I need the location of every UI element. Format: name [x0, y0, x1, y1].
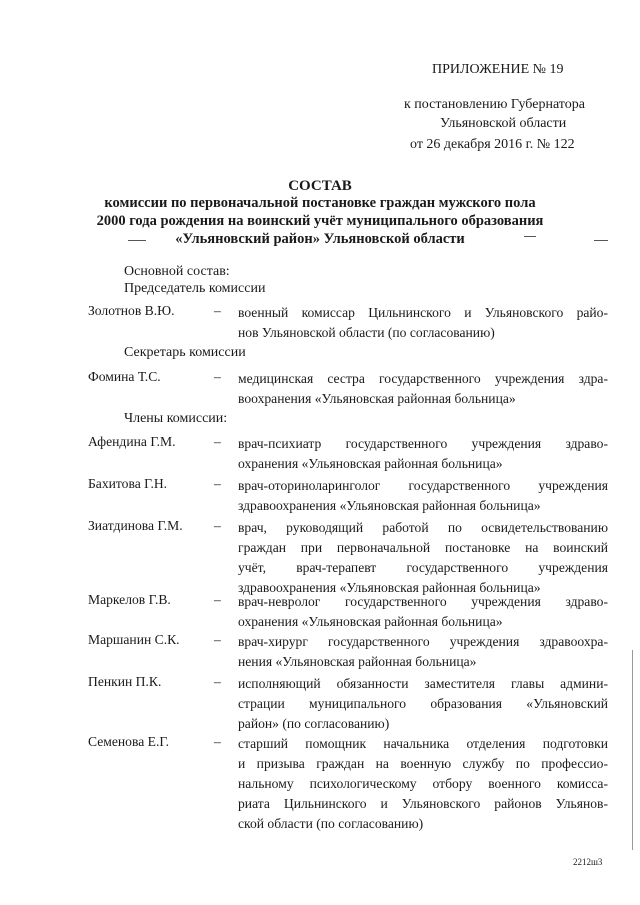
role-line: старший помощник начальника отделения подготовки [238, 736, 608, 751]
scan-edge [632, 650, 633, 850]
dash: – [214, 518, 221, 533]
section-members: Члены комиссии: [124, 411, 228, 426]
dash: – [214, 592, 221, 607]
title-line-1: комиссии по первоначальной постановке граждан мужского пола [104, 195, 536, 211]
role-line: здравоохранения «Ульяновская районная больница» [238, 498, 541, 513]
role-line: охранения «Ульяновская районная больница» [238, 456, 503, 471]
header-line-region: Ульяновской области [440, 116, 567, 131]
member-name: Золотнов В.Ю. [88, 303, 175, 318]
appendix-number: ПРИЛОЖЕНИЕ № 19 [432, 62, 564, 77]
role-line: и призыва граждан на военную службу по профессио- [238, 756, 608, 771]
role-line: военный комиссар Цильнинского и Ульяновского райо- [238, 305, 608, 320]
member-role [238, 518, 608, 598]
role-line: врач-невролог государственного учреждения здраво- [238, 594, 608, 609]
member-role [238, 434, 608, 474]
member-name: Фомина Т.С. [88, 369, 161, 384]
member-role [238, 632, 608, 672]
role-line: нальному психологическому отбору военного комисса- [238, 776, 608, 791]
role-line: нения «Ульяновская районная больница» [238, 654, 477, 669]
dash: – [214, 734, 221, 749]
section-main-composition: Основной состав: [124, 264, 230, 279]
dash: – [214, 303, 221, 318]
title-line-3: «Ульяновский район» Ульяновской области [175, 231, 465, 247]
member-role [238, 303, 608, 343]
role-line: исполняющий обязанности заместителя главы админи- [238, 676, 608, 691]
member-name: Зиатдинова Г.М. [88, 518, 183, 533]
member-role [238, 476, 608, 516]
member-name: Бахитова Г.Н. [88, 476, 168, 491]
section-secretary: Секретарь комиссии [124, 345, 246, 360]
role-line: нов Ульяновской области (по согласованию) [238, 325, 495, 340]
role-line: охранения «Ульяновская районная больница» [238, 614, 503, 629]
role-line: врач-хирург государственного учреждения здравоохра- [238, 634, 608, 649]
role-line: страции муниципального образования «Ульяновский [238, 696, 608, 711]
role-line: учёт, врач-терапевт государственного учреждения [238, 560, 608, 575]
document-code: 2212ш3 [573, 857, 603, 867]
member-role [238, 734, 608, 834]
role-line: граждан при первоначальной постановке на воинский [238, 540, 608, 555]
section-chair: Председатель комиссии [124, 281, 266, 296]
document-title: СОСТАВ [288, 178, 352, 194]
member-role [238, 674, 608, 734]
scan-mark [128, 240, 146, 241]
member-role [238, 369, 608, 409]
role-line: ской области (по согласованию) [238, 816, 424, 831]
member-name: Маркелов Г.В. [88, 592, 171, 607]
dash: – [214, 434, 221, 449]
title-line-2: 2000 года рождения на воинский учёт муниципального образования [96, 213, 544, 229]
role-line: воохранения «Ульяновская районная больница» [238, 391, 516, 406]
scan-mark [594, 240, 608, 241]
role-line: риата Цильнинского и Ульяновского районов Ульянов- [238, 796, 608, 811]
dash: – [214, 632, 221, 647]
role-line: здравоохранения «Ульяновская районная больница» [238, 580, 541, 595]
member-name: Афендина Г.М. [88, 434, 176, 449]
member-name: Семенова Е.Г. [88, 734, 170, 749]
role-line: медицинская сестра государственного учреждения здра- [238, 371, 608, 386]
member-name: Маршанин С.К. [88, 632, 180, 647]
dash: – [214, 369, 221, 384]
header-line-decree: к постановлению Губернатора [404, 97, 585, 112]
scan-mark [524, 236, 536, 237]
header-line-date: от 26 декабря 2016 г. № 122 [410, 137, 575, 152]
role-line: врач-оториноларинголог государственного учреждения [238, 478, 608, 493]
member-name: Пенкин П.К. [88, 674, 162, 689]
role-line: район» (по согласованию) [238, 716, 390, 731]
role-line: врач-психиатр государственного учреждения здраво- [238, 436, 608, 451]
dash: – [214, 476, 221, 491]
dash: – [214, 674, 221, 689]
role-line: врач, руководящий работой по освидетельствованию [238, 520, 608, 535]
member-role [238, 592, 608, 632]
